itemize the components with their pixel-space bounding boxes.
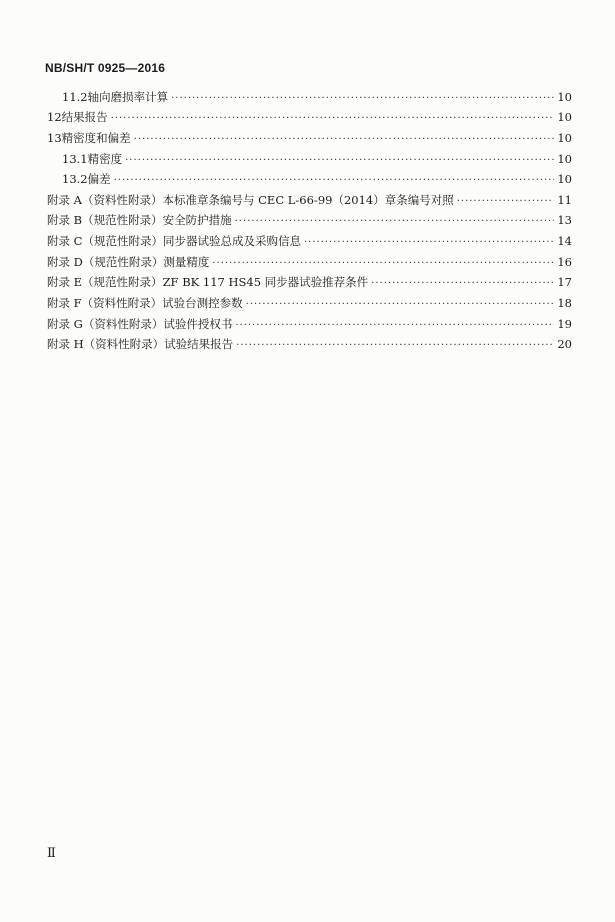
toc-entry-13[interactable]	[47, 128, 572, 148]
toc-entry-title: 安全防护措施	[162, 213, 232, 227]
toc-entry-appendix-h[interactable]	[47, 334, 572, 354]
toc-entry-title: 轴向磨损率计算	[87, 90, 169, 104]
toc-entry-page: 19	[557, 317, 572, 331]
toc-entry-page: 18	[557, 296, 572, 310]
dot-leader	[235, 316, 554, 336]
toc-entry-number: 13.2	[62, 172, 88, 186]
toc-entry-appendix-c[interactable]	[47, 231, 572, 251]
toc-entry-title: 结果报告	[61, 110, 108, 124]
appendix-label: 附录 F（资料性附录）	[47, 296, 163, 310]
toc-entry-number: 12	[47, 110, 62, 124]
toc-entry-appendix-g[interactable]	[47, 314, 572, 334]
standard-code-header: NB/SH/T 0925—2016	[45, 61, 166, 75]
dot-leader	[457, 192, 555, 212]
dot-leader	[125, 151, 554, 171]
dot-leader	[134, 130, 555, 150]
toc-entry-appendix-d[interactable]	[47, 252, 572, 272]
toc-entry-page: 10	[557, 172, 572, 186]
toc-entry-12[interactable]	[47, 107, 572, 127]
toc-entry-appendix-e[interactable]	[47, 272, 572, 292]
toc-entry-title: 试验件授权书	[163, 317, 233, 331]
toc-entry-page: 20	[557, 337, 572, 351]
appendix-label: 附录 B（规范性附录）	[47, 213, 163, 227]
appendix-label: 附录 E（规范性附录）	[47, 275, 163, 289]
appendix-label: 附录 G（资料性附录）	[47, 317, 164, 331]
appendix-label: 附录 C（规范性附录）	[47, 234, 163, 248]
toc-entry-title: 测量精度	[163, 255, 210, 269]
toc-entry-13-2[interactable]	[62, 169, 572, 189]
toc-entry-title: 精密度	[87, 152, 123, 166]
toc-entry-title: 试验台测控参数	[162, 296, 243, 310]
toc-entry-page: 16	[557, 255, 572, 269]
toc-entry-number: 13	[47, 131, 62, 145]
toc-entry-page: 10	[557, 131, 572, 145]
toc-entry-number: 13.1	[62, 152, 88, 166]
toc-entry-appendix-f[interactable]	[47, 293, 572, 313]
dot-leader	[304, 233, 554, 253]
toc-entry-appendix-b[interactable]	[47, 210, 572, 230]
appendix-label: 附录 H（资料性附录）	[47, 337, 165, 351]
toc-entry-page: 13	[557, 213, 572, 227]
toc-entry-appendix-a[interactable]	[47, 190, 572, 210]
toc-entry-13-1[interactable]	[62, 149, 572, 169]
toc-entry-number: 11.2	[62, 90, 88, 104]
toc-entry-page: 11	[557, 193, 572, 207]
dot-leader	[171, 89, 554, 109]
toc-entry-page: 10	[557, 90, 572, 104]
toc-entry-page: 17	[557, 275, 572, 289]
dot-leader	[236, 336, 554, 356]
dot-leader	[371, 274, 554, 294]
toc-entry-title: 精密度和偏差	[61, 131, 131, 145]
dot-leader	[111, 109, 555, 129]
toc-entry-page: 10	[557, 152, 572, 166]
toc-entry-title: 本标准章条编号与 CEC L-66-99（2014）章条编号对照	[162, 193, 454, 207]
toc-entry-11-2[interactable]	[62, 87, 572, 107]
toc-entry-title: 偏差	[87, 172, 111, 186]
dot-leader	[235, 212, 555, 232]
toc-entry-title: 同步器试验总成及采购信息	[162, 234, 301, 248]
toc-entry-title: 试验结果报告	[164, 337, 234, 351]
toc-entry-page: 10	[557, 110, 572, 124]
appendix-label: 附录 D（规范性附录）	[47, 255, 164, 269]
dot-leader	[246, 295, 555, 315]
toc-entry-title: ZF BK 117 HS45 同步器试验推荐条件	[162, 275, 369, 289]
appendix-label: 附录 A（资料性附录）	[47, 193, 163, 207]
page-number-roman: Ⅱ	[47, 846, 56, 861]
toc-entry-page: 14	[557, 234, 572, 248]
dot-leader	[212, 254, 554, 274]
dot-leader	[114, 171, 555, 191]
